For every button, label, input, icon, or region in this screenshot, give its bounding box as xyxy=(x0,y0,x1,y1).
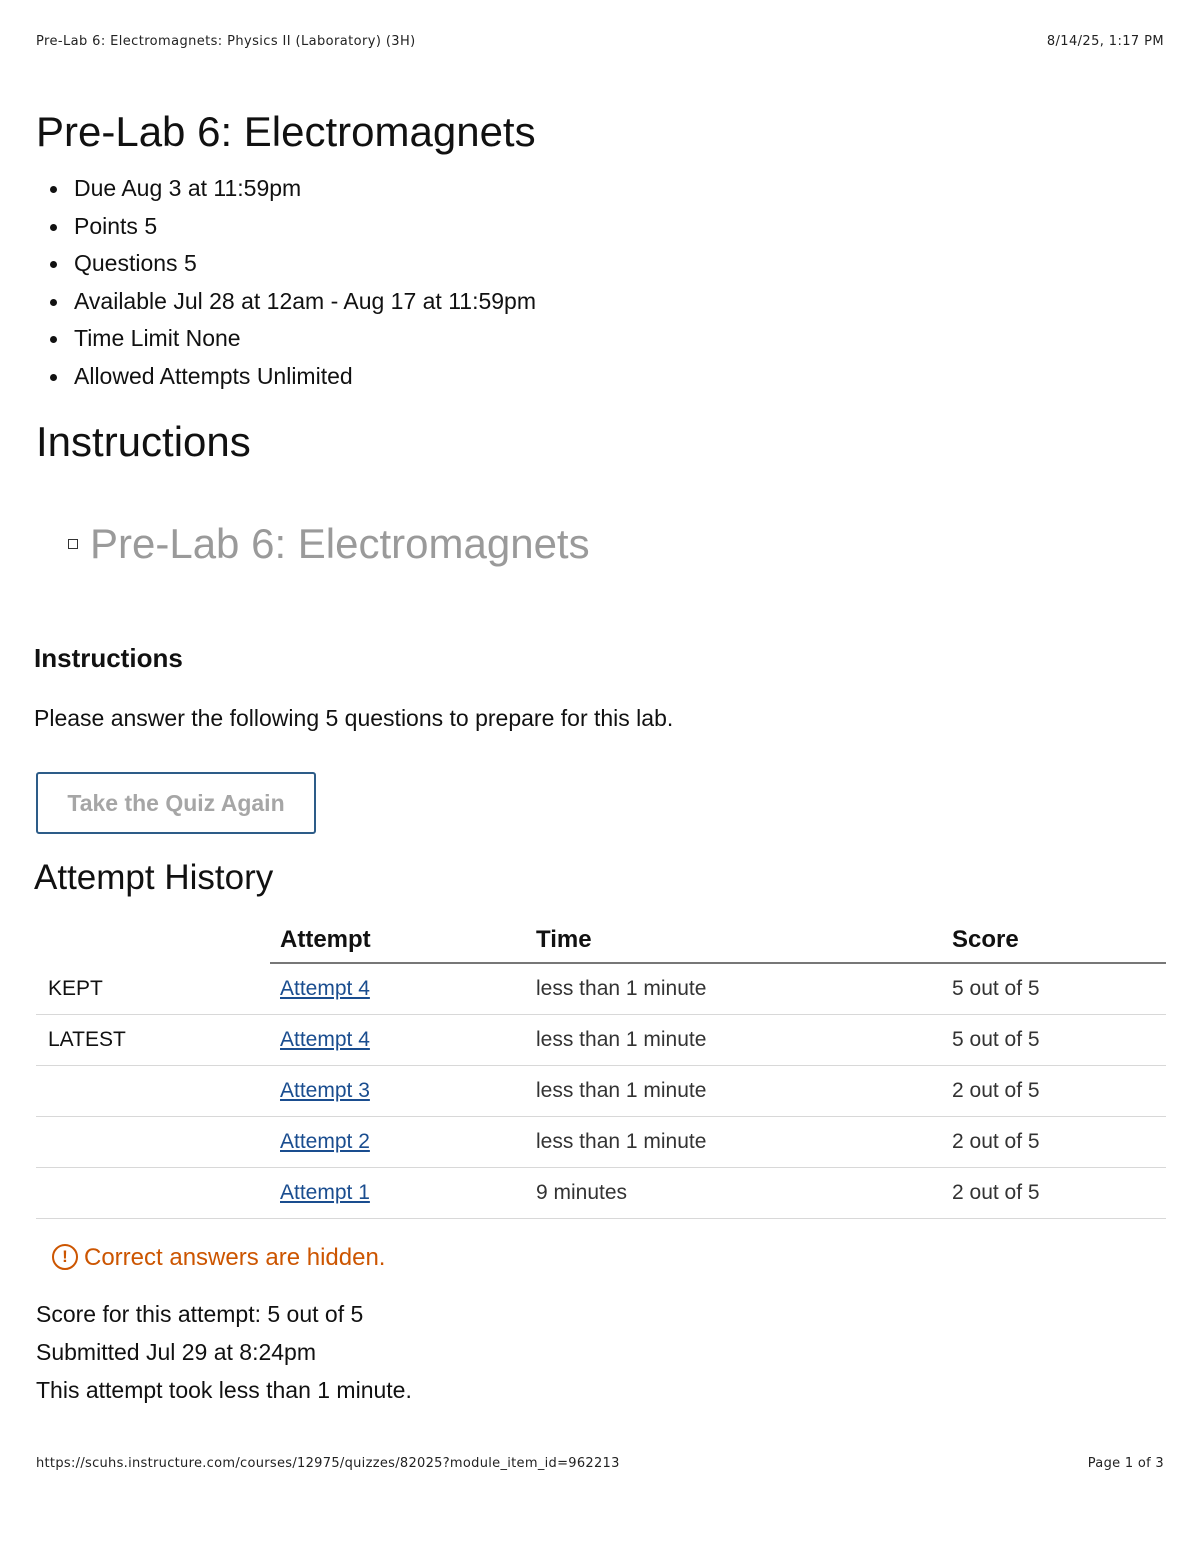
print-header xyxy=(36,34,1164,54)
attempt-score: 5 out of 5 xyxy=(952,977,1040,1000)
detail-value: None xyxy=(185,325,241,352)
table-row xyxy=(36,1015,1166,1066)
column-header-time: Time xyxy=(536,918,952,963)
detail-due xyxy=(74,170,536,208)
attempt-tag xyxy=(36,1168,270,1219)
detail-value: 5 xyxy=(144,212,158,239)
answers-hidden-text: Correct answers are hidden. xyxy=(84,1244,386,1271)
print-footer xyxy=(36,1456,1164,1476)
instructions-link-item[interactable] xyxy=(68,516,590,572)
column-header-attempt: Attempt xyxy=(270,918,536,963)
attempt-time: less than 1 minute xyxy=(536,1015,952,1066)
attempt-history-table xyxy=(36,918,1166,1219)
attempt-tag xyxy=(36,1117,270,1168)
attempt-link[interactable]: Attempt 4 xyxy=(280,977,370,1000)
attempt-tag xyxy=(36,1066,270,1117)
detail-available xyxy=(74,283,536,321)
detail-value: Aug 3 at 11:59pm xyxy=(121,175,302,201)
instructions-subheading: Instructions xyxy=(34,643,183,673)
attempt-link[interactable]: Attempt 2 xyxy=(280,1130,370,1153)
print-footer-url: https://scuhs.instructure.com/courses/12975/quizzes/82025?module_item_id=962213 xyxy=(36,1456,620,1471)
attempt-history-heading: Attempt History xyxy=(34,858,274,897)
attempt-score: 2 out of 5 xyxy=(952,1066,1166,1117)
attempt-time: 9 minutes xyxy=(536,1168,952,1219)
detail-label: Available xyxy=(74,287,167,314)
attempt-time: less than 1 minute xyxy=(536,1117,952,1168)
table-row xyxy=(36,1168,1166,1219)
detail-points xyxy=(74,208,536,246)
attempt-link[interactable]: Attempt 1 xyxy=(280,1181,370,1204)
attempt-score: 2 out of 5 xyxy=(952,1168,1166,1219)
column-header-tag xyxy=(36,918,270,963)
warning-circle-icon: ! xyxy=(52,1244,78,1270)
quiz-details-list xyxy=(36,170,536,396)
attempt-summary xyxy=(36,1295,412,1409)
print-header-datetime: 8/14/25, 1:17 PM xyxy=(1046,34,1164,49)
table-row xyxy=(36,1117,1166,1168)
attempt-tag: KEPT xyxy=(48,976,103,1000)
attempt-submitted: Submitted Jul 29 at 8:24pm xyxy=(36,1339,316,1365)
attempt-time: less than 1 minute xyxy=(536,977,707,1000)
column-header-score: Score xyxy=(952,918,1166,963)
attempt-score: 5 out of 5 xyxy=(952,1015,1166,1066)
attempt-link[interactable]: Attempt 4 xyxy=(280,1028,370,1051)
detail-value: Jul 28 at 12am - Aug 17 at 11:59pm xyxy=(173,287,537,314)
instructions-heading: Instructions xyxy=(36,418,251,465)
attempt-tag: LATEST xyxy=(36,1015,270,1066)
detail-label: Points xyxy=(74,212,138,239)
table-row xyxy=(36,963,1166,1015)
square-bullet-icon xyxy=(68,539,78,549)
detail-time-limit xyxy=(74,320,536,358)
attempt-score: 2 out of 5 xyxy=(952,1117,1166,1168)
attempt-link[interactable]: Attempt 3 xyxy=(280,1079,370,1102)
table-row xyxy=(36,1066,1166,1117)
instructions-body: Please answer the following 5 questions to prepare for this lab. xyxy=(34,705,674,731)
quiz-title: Pre-Lab 6: Electromagnets xyxy=(36,108,536,155)
print-header-title: Pre-Lab 6: Electromagnets: Physics II (Laboratory) (3H) xyxy=(36,34,416,49)
detail-value: 5 xyxy=(183,250,197,277)
print-footer-page: Page 1 of 3 xyxy=(1087,1456,1164,1471)
attempt-duration: This attempt took less than 1 minute. xyxy=(36,1377,412,1403)
detail-label: Allowed Attempts xyxy=(74,362,251,389)
take-quiz-again-button[interactable]: Take the Quiz Again xyxy=(36,772,316,834)
detail-allowed-attempts xyxy=(74,358,536,396)
attempt-time: less than 1 minute xyxy=(536,1066,952,1117)
detail-label: Due xyxy=(74,175,117,201)
detail-questions xyxy=(74,245,536,283)
detail-label: Time Limit xyxy=(74,325,180,352)
answers-hidden-notice xyxy=(52,1238,385,1278)
detail-value: Unlimited xyxy=(256,362,353,389)
table-header-row xyxy=(36,918,1166,963)
attempt-score-summary: Score for this attempt: 5 out of 5 xyxy=(36,1301,364,1327)
instructions-link-text[interactable]: Pre-Lab 6: Electromagnets xyxy=(90,520,590,567)
detail-label: Questions xyxy=(74,250,178,277)
